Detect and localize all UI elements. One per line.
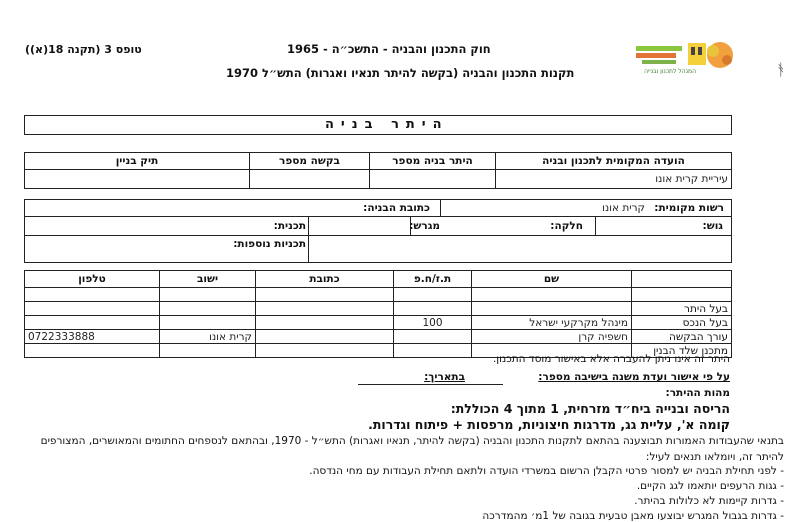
col-id: ת.ז/ח.פ [394, 271, 472, 288]
table-row [25, 316, 732, 330]
municipality-logo [628, 38, 740, 80]
col-phone: טלפון [25, 271, 160, 288]
permit-number-value [370, 170, 496, 189]
location-divider [308, 216, 309, 263]
location-divider [440, 199, 441, 216]
location-divider [24, 216, 732, 217]
name-cell: חשפיה קרן [472, 330, 632, 344]
address-label: כתובת הבניה: [363, 202, 430, 214]
form-number: טופס 3 (תקנה 18(א)) [25, 43, 142, 56]
table-row [25, 302, 732, 316]
conditions-intro: בתנאי שהעבודות האמורות תבוצענה בהתאם לתקנות התכנון והבניה (בקשה להיתר, תנאיו ואגרות) התש״ל - 1970, ובהתאם לנספחים החתומים והמאושרים, המצורפים להיתר זה, ויומלאו תנאים לעיל: [40, 435, 784, 463]
id-cell [394, 330, 472, 344]
people-table [24, 270, 732, 358]
condition-item: - גדרות קיימות לא כלולות בהיתר. [634, 495, 784, 507]
address-cell [256, 344, 394, 358]
row-spacer [632, 288, 732, 302]
request-number-value [250, 170, 370, 189]
address-cell [256, 316, 394, 330]
col-name: שם [472, 271, 632, 288]
role-cell: מתכנן שלד הבנין [632, 344, 732, 358]
permit-number-label: היתר בניה מספר [370, 153, 496, 170]
committee-table [24, 152, 732, 189]
essence-line-1: הריסה ובנייה ביח״ד מזרחית, 1 מתוך 4 הכוללת: [450, 401, 730, 416]
id-cell: 100 [394, 316, 472, 330]
name-cell: מינהל מקרקעי ישראל [472, 316, 632, 330]
condition-item: - גדרות בגבול המגרש יבוצעו מאבן טבעית בגובה של 1מ׳ מהמדרכה [482, 510, 784, 522]
address-cell [256, 302, 394, 316]
regulation-title: תקנות התכנון והבניה (בקשה להיתר תנאיו ואגרות) התש״ל 1970 [226, 66, 575, 80]
authority-label: רשות מקומית: [654, 202, 724, 214]
essence-line-2: קומה א', עליית גג, מדרגות חיצוניות, מרפסות + פיתוח וגדרות. [368, 417, 730, 432]
phone-cell [25, 316, 160, 330]
condition-item: - גגות הרעפים יותאמו לגג הקיים. [636, 480, 784, 492]
condition-item: - לפני תחילת הבניה יש למסור פרטי הקבלן הרשום במשרדי הועדה ולתאם תחילת העבודות עם מחי הנדסה. [309, 465, 784, 477]
col-role [632, 271, 732, 288]
address-cell [256, 330, 394, 344]
helka-label: חלקה: [550, 220, 583, 232]
location-divider [24, 235, 732, 236]
id-cell [394, 344, 472, 358]
city-cell [160, 316, 256, 330]
migrash-label: מגרש: [409, 220, 440, 232]
page-title: היתר בניה [325, 117, 449, 132]
logo-caption: המנהל לתכנון ובנייה [644, 68, 696, 75]
role-cell: בעל היתר [632, 302, 732, 316]
phone-cell [25, 302, 160, 316]
date-label: בתאריך: [424, 371, 465, 383]
extra-plans-label: תכניות נוספות: [233, 238, 306, 250]
request-number-label: בקשה מספר [250, 153, 370, 170]
col-address: כתובת [256, 271, 394, 288]
col-city: ישוב [160, 271, 256, 288]
committee-label: הועדה המקומית לתכנון ובניה [496, 153, 732, 170]
role-cell: עורך הבקשה [632, 330, 732, 344]
approval-underline [358, 384, 503, 385]
phone-cell: 0722333888 [25, 330, 160, 344]
table-row [25, 288, 732, 302]
transfer-note: היתר זה אינו ניתן להעברה אלא באישור מוסד התכנון. [492, 353, 730, 365]
plan-label: תכנית: [273, 220, 306, 232]
role-cell: בעל הנכס [632, 316, 732, 330]
edge-mark: ᚬ [776, 60, 786, 79]
phone-cell [25, 344, 160, 358]
law-title: חוק התכנון והבניה - התשכ״ה - 1965 [287, 42, 491, 56]
city-cell: קרית אונו [160, 330, 256, 344]
id-cell [394, 302, 472, 316]
city-cell [160, 302, 256, 316]
building-file-value [25, 170, 250, 189]
location-divider [595, 216, 596, 235]
building-file-label: תיק בניין [25, 153, 250, 170]
gush-label: גוש: [702, 220, 723, 232]
committee-value: עיריית קרית אונו [496, 170, 732, 189]
approval-label: על פי אישור ועדת משנה בישיבה מספר: [538, 371, 730, 383]
city-cell [160, 344, 256, 358]
table-row [25, 330, 732, 344]
essence-label: מהות ההיתר: [665, 387, 730, 399]
name-cell [472, 302, 632, 316]
authority-value: קרית אונו [602, 202, 645, 214]
